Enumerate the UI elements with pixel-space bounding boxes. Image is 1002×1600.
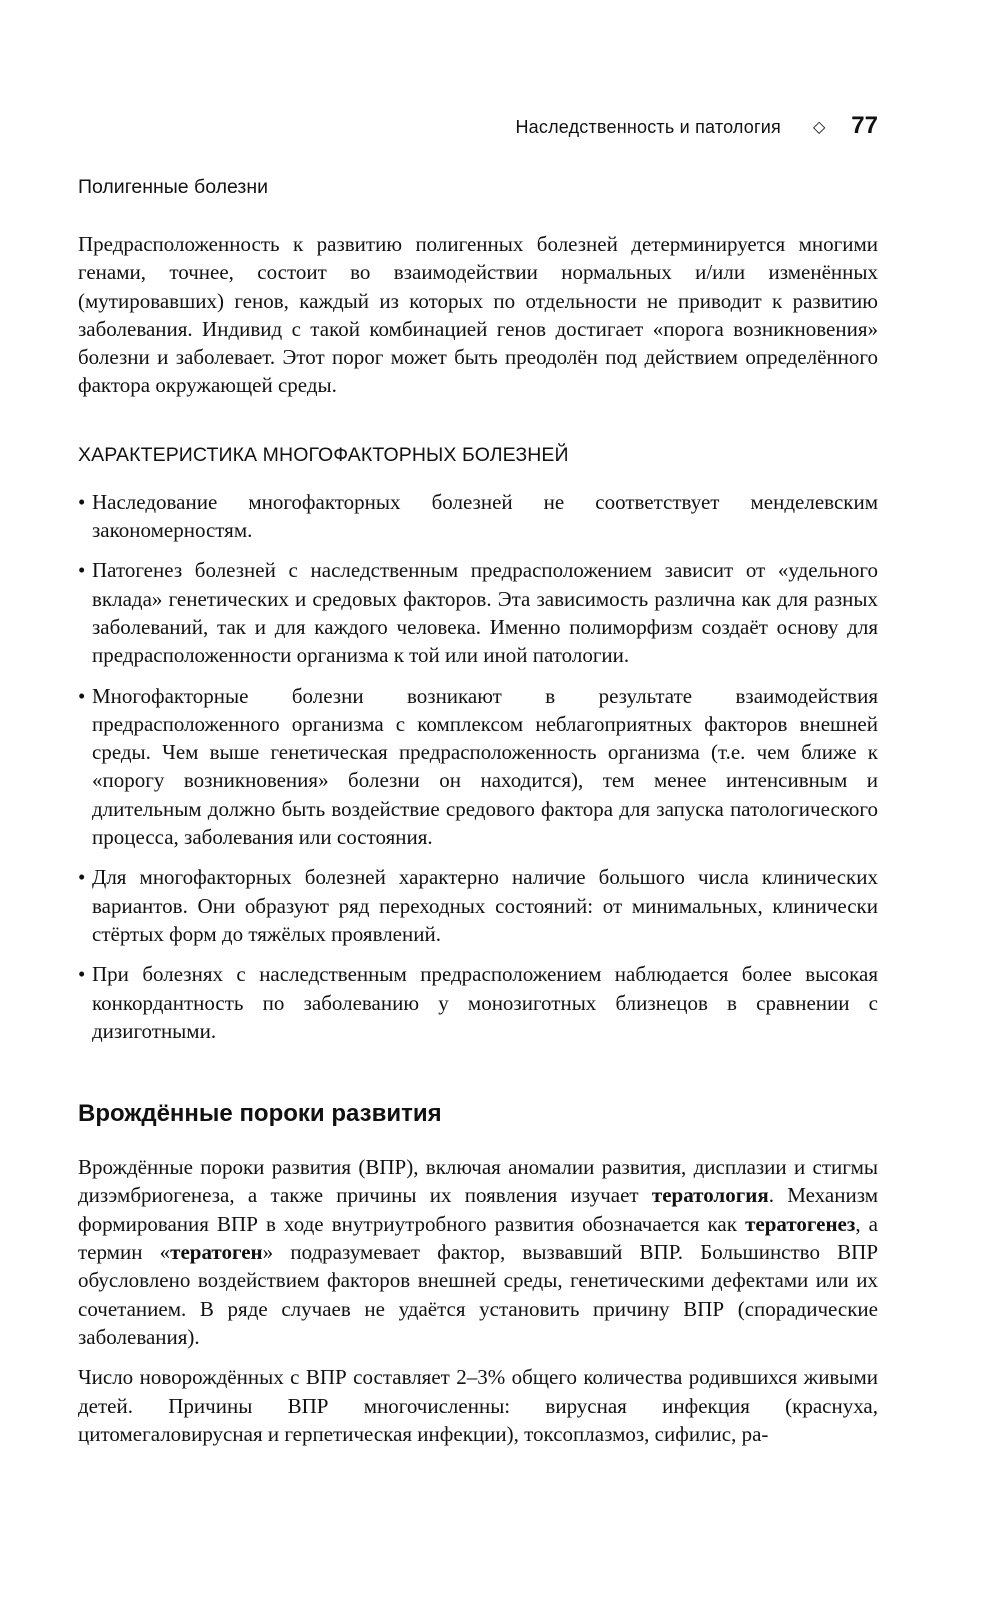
polygenic-heading: Полигенные болезни [78, 176, 269, 198]
diamond-icon: ◇ [812, 117, 826, 136]
text-run: . Механизм формирования ВПР в ходе внутриутробного развития обозначается как [78, 1183, 878, 1236]
bullet-icon: • [78, 683, 86, 708]
running-header [78, 112, 878, 148]
text-run: » подразумевает фактор, вызвавший ВПР. Большинство ВПР обусловлено воздействием факторов внешней среды, генетическими дефектами или их сочетанием. В ряде случаев не удаётся установить причину ВПР (спорадические заболевания). [78, 1240, 878, 1349]
bullet-icon: • [78, 962, 86, 987]
term-teratogen: тератоген [170, 1240, 263, 1265]
list-item [78, 488, 878, 545]
list-item-text: Патогенез болезней с наследственным предрасположением зависит от «удельного вклада» генетических и средовых факторов. Эта зависимость различна как для разных заболеваний, так и для каждого человека. Именно полиморфизм создаёт основу для предрасположенности организма к той или иной патологии. [92, 558, 878, 668]
congenital-paragraph-2: Число новорождённых с ВПР составляет 2–3% общего количества родившихся живыми детей. Причины ВПР многочисленны: вирусная инфекция (краснуха, цитомегаловирусная и герпетическая инфекции), токсоплазмоз, сифилис, ра- [78, 1365, 878, 1446]
bullet-icon: • [78, 489, 86, 514]
congenital-paragraph-1 [78, 1153, 878, 1351]
list-item [78, 556, 878, 669]
list-item-text: При болезнях с наследственным предрасположением наблюдается более высокая конкордантность по заболеванию у монозиготных близнецов в сравнении с дизиготными. [92, 962, 878, 1043]
characteristics-list [78, 488, 878, 1045]
bullet-icon: • [78, 558, 86, 583]
bullet-icon: • [78, 865, 86, 890]
running-title: Наследственность и патология [515, 117, 781, 137]
list-item-text: Для многофакторных болезней характерно наличие большого числа клинических вариантов. Они образуют ряд переходных состояний: от минимальных, клинически стёртых форм до тяжёлых проявлений. [92, 865, 878, 946]
list-item [78, 960, 878, 1045]
term-teratogenesis: тератогенез [745, 1211, 856, 1236]
term-teratology: тератология [651, 1183, 769, 1208]
list-item [78, 682, 878, 852]
list-item-text: Наследование многофакторных болезней не соответствует менделевским закономерностям. [92, 489, 878, 543]
page-number: 77 [851, 112, 878, 139]
polygenic-paragraph: Предрасположенность к развитию полигенных болезней детерминируется многими генами, точнее, состоит во взаимодействии нормальных и/или изменённых (мутировавших) генов, каждый из которых по отдельности не приводит к развитию заболевания. Индивид с такой комбинацией генов достигает «порога возникновения» болезни и заболевает. Этот порог может быть преодолён под действием определённого фактора окружающей среды. [78, 232, 878, 398]
list-item-text: Многофакторные болезни возникают в результате взаимодействия предрасположенного организма с комплексом неблагоприятных факторов внешней среды. Чем выше генетическая предрасположенность организма (т.е. чем ближе к «порогу возникновения» болезни он находится), тем менее интенсивным и длительным должно быть воздействие средового фактора для запуска патологического процесса, заболевания или состояния. [92, 683, 878, 850]
characteristics-heading: ХАРАКТЕРИСТИКА МНОГОФАКТОРНЫХ БОЛЕЗНЕЙ [78, 443, 569, 466]
list-item [78, 863, 878, 948]
text-run: Врождённые пороки развития (ВПР), включая аномалии развития, дисплазии и стигмы дизэмбриогенеза, а также причины их появления изучает [78, 1155, 878, 1208]
congenital-heading: Врождённые пороки развития [78, 1100, 442, 1128]
text-run: , а термин « [78, 1211, 878, 1265]
